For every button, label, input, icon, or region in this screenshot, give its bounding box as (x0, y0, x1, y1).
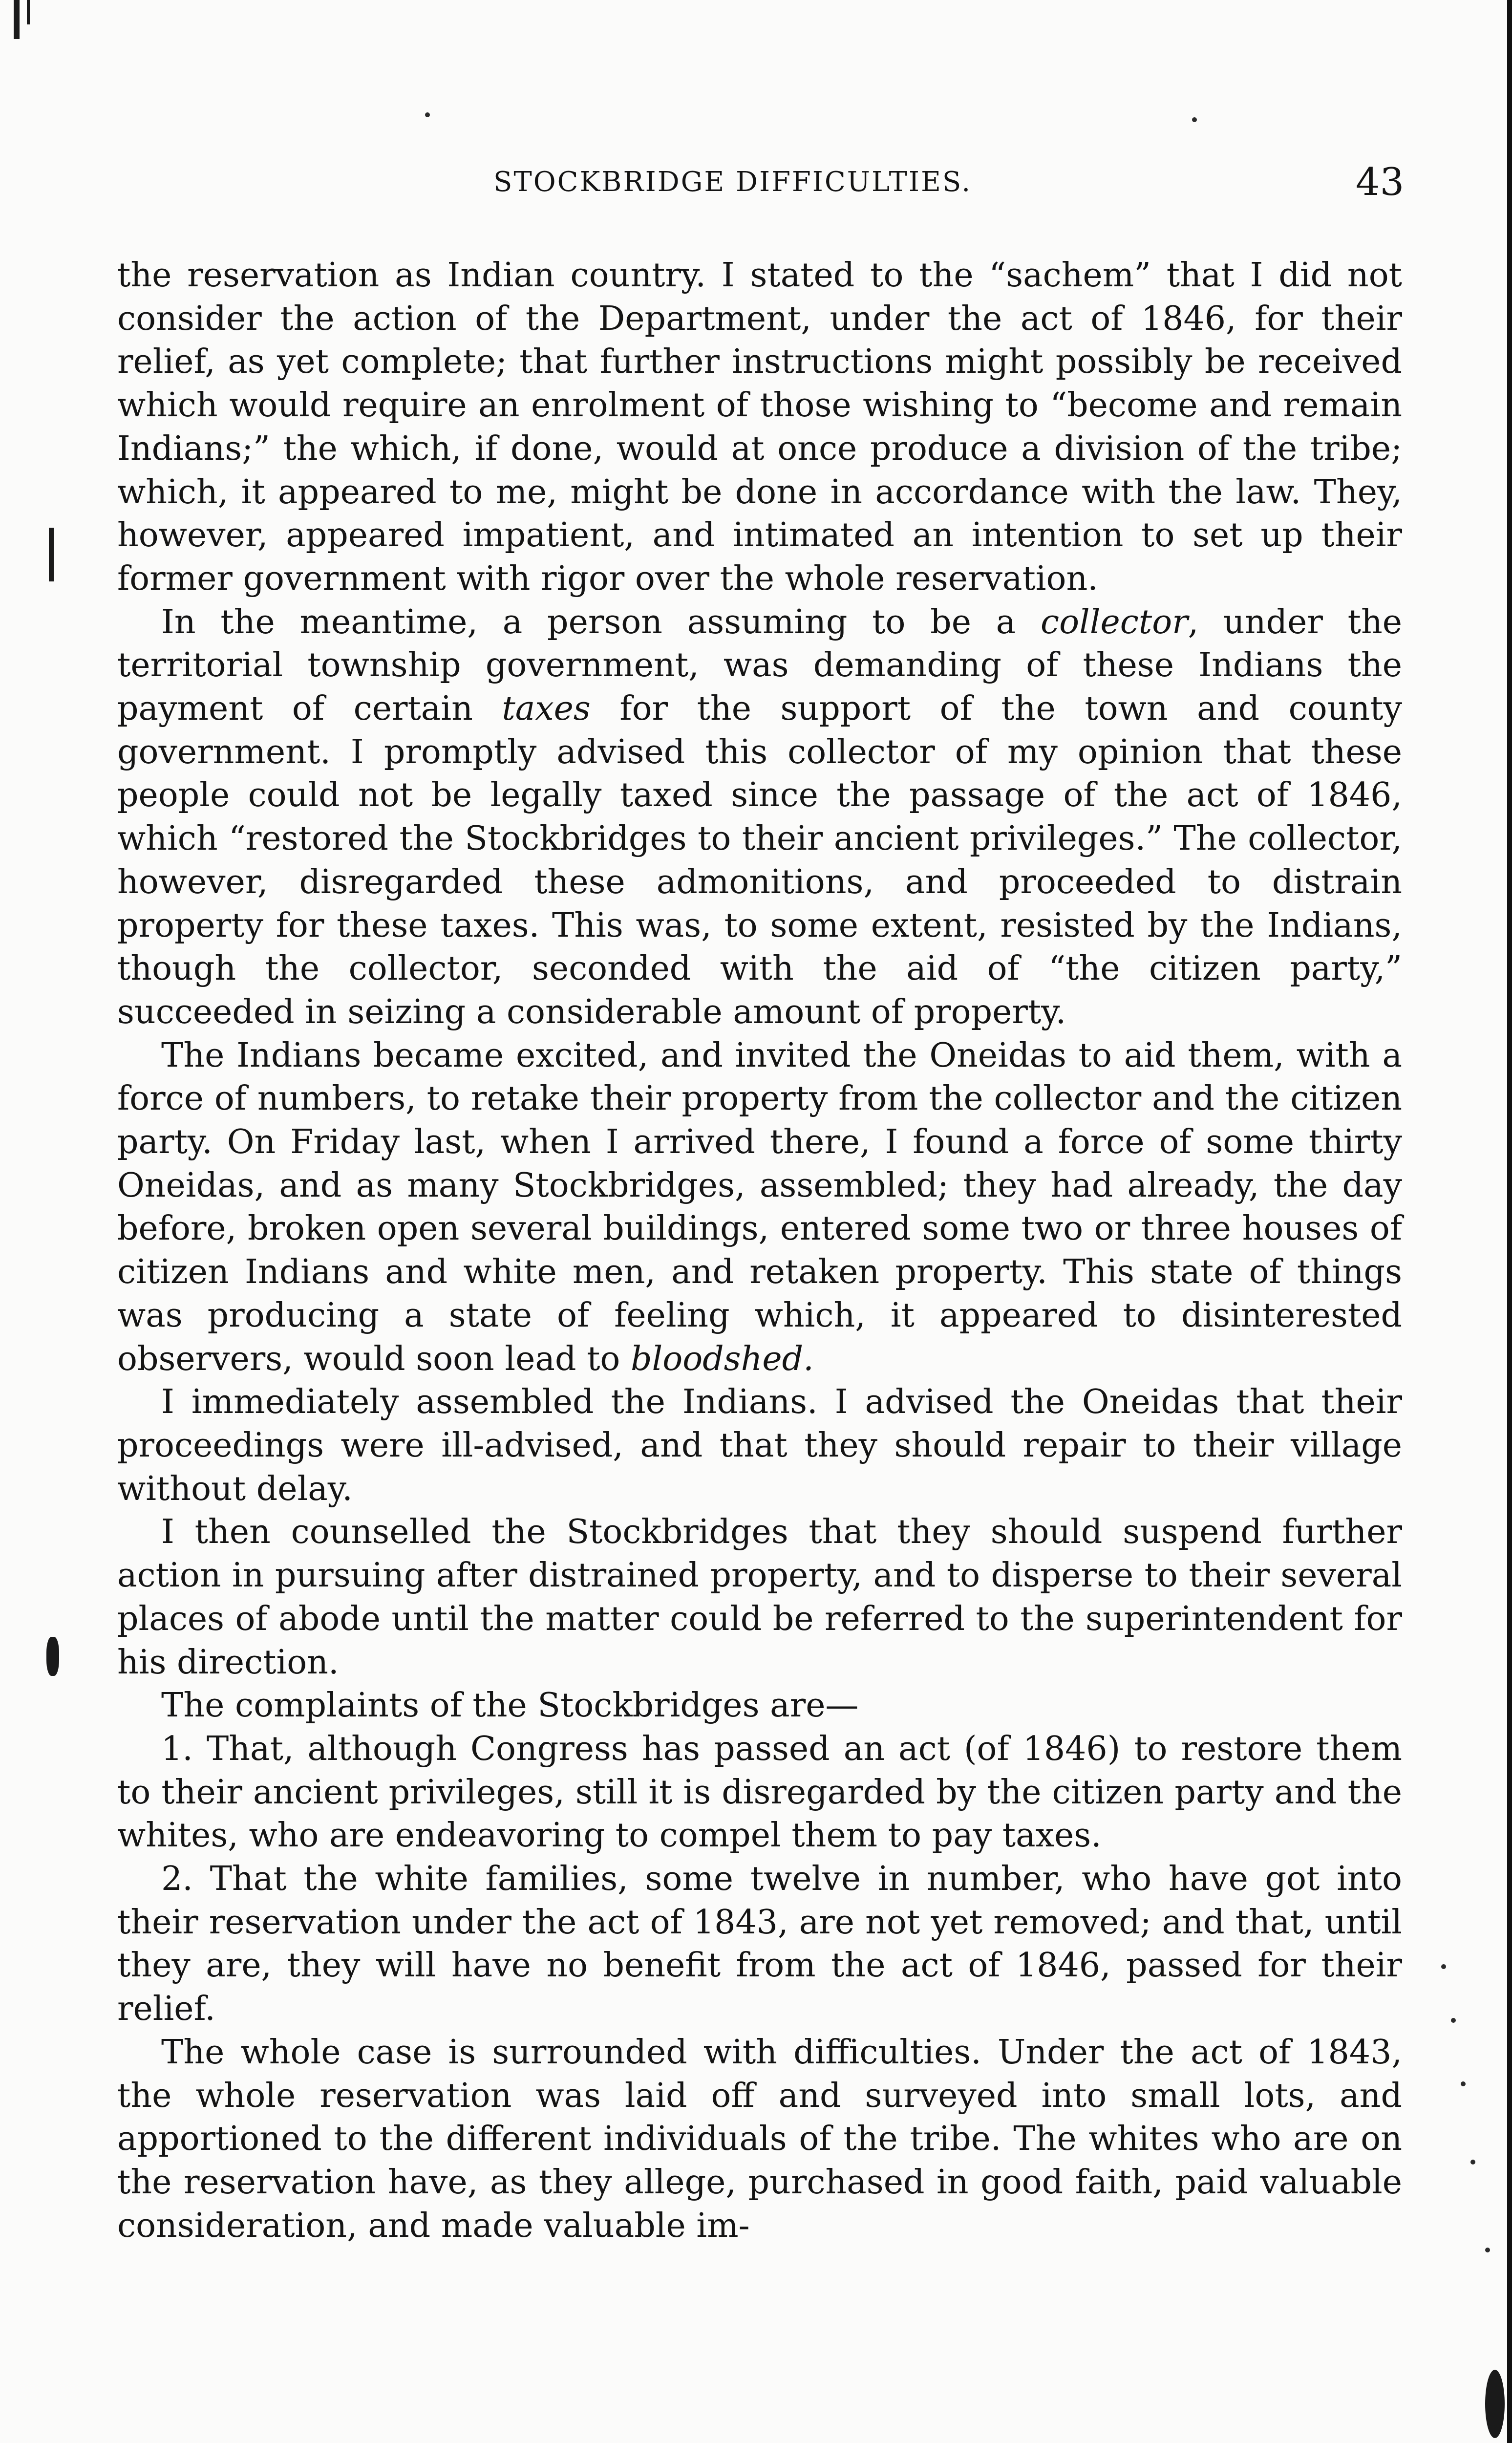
text-run: In the meantime, a person assuming to be a (161, 602, 1041, 642)
text-run: I immediately assembled the Indians. I advised the Oneidas that their proceedings were ill-advised, and that they should repair to their village without delay. (117, 1383, 1402, 1508)
italic-text: collector (1041, 602, 1188, 642)
paragraph (117, 254, 1402, 601)
text-run: 2. That the white families, some twelve in number, who have got into their reservation under the act of 1843, are not yet removed; and that, until they are, they will have no benefit from the act of 1846, passed for their relief. (117, 1860, 1402, 2029)
page-edge (1507, 0, 1512, 2443)
text-run: 1. That, although Congress has passed an act (of 1846) to restore them to their ancient privileges, still it is disregarded by the citizen party and the whites, who are endeavoring to compel them to pay taxes. (117, 1729, 1402, 1855)
scan-artifact (27, 0, 30, 24)
scan-speck (1192, 117, 1197, 122)
running-title: STOCKBRIDGE DIFFICULTIES. (493, 166, 972, 198)
text-run: , under the territorial township government, was demanding of these Indians the payment of certain (117, 602, 1402, 729)
text-run: The whole case is surrounded with difficulties. Under the act of 1843, the whole reservation was laid off and surveyed into small lots, and apportioned to the different individuals of the tribe. The whites who are on the reservation have, as they allege, purchased in good faith, paid valuable consideration, and made valuable im- (117, 2033, 1402, 2245)
scan-artifact (49, 528, 54, 581)
paragraph (117, 1381, 1402, 1511)
text-run: for the support of the town and county government. I promptly advised this collector of my opinion that these people could not be legally taxed since the passage of the act of 1846, which “restored the Stockbridges to their ancient privileges.” The collector, however, disregarded these admonitions, and proceeded to distrain property for these taxes. This was, to some extent, resisted by the Indians, though the collector, seconded with the aid of “the citizen party,” succeeded in seizing a considerable amount of property. (117, 689, 1402, 1031)
text-run: the reservation as Indian country. I stated to the “sachem” that I did not consider the action of the Department, under the act of 1846, for their relief, as yet complete; that further instructions might possibly be received which would require an enrolment of those wishing to “become and remain Indians;” the which, if done, would at once produce a division of the tribe; which, it appeared to me, might be done in accordance with the law. They, however, appeared impatient, and intimated an intention to set up their former government with rigor over the whole reservation. (117, 256, 1402, 598)
paragraph (117, 1511, 1402, 1684)
scan-speck (1441, 1964, 1446, 1969)
text-run: I then counselled the Stockbridges that they should suspend further action in pursuing after distrained property, and to disperse to their several places of abode until the matter could be referred to the superintendent for his direction. (117, 1513, 1402, 1682)
paragraph (117, 1728, 1402, 1858)
scan-speck (425, 112, 430, 117)
text-run: The complaints of the Stockbridges are— (161, 1686, 859, 1725)
scan-speck (1451, 2018, 1456, 2023)
scan-speck (1461, 2081, 1466, 2086)
paragraph (117, 601, 1402, 1034)
scan-speck (1485, 2248, 1490, 2252)
paragraph (117, 1034, 1402, 1381)
italic-text: taxes (502, 689, 591, 729)
body-text (117, 254, 1402, 2248)
scan-artifact (1485, 2370, 1505, 2438)
page-number: 43 (1356, 160, 1405, 204)
italic-text: bloodshed. (630, 1339, 814, 1378)
scan-artifact (46, 1637, 59, 1676)
paragraph (117, 1684, 1402, 1728)
paragraph (117, 1858, 1402, 2031)
text-run: The Indians became excited, and invited the Oneidas to aid them, with a force of numbers, to retake their property from the collector and the citizen party. On Friday last, when I arrived there, I found a force of some thirty Oneidas, and as many Stockbridges, assembled; they had already, the day before, broken open several buildings, entered some two or three houses of citizen Indians and white men, and retaken property. This state of things was producing a state of feeling which, it appeared to disinterested observers, would soon lead to (117, 1036, 1402, 1378)
scan-speck (1470, 2160, 1475, 2164)
paragraph (117, 2031, 1402, 2248)
scan-artifact (14, 0, 20, 39)
